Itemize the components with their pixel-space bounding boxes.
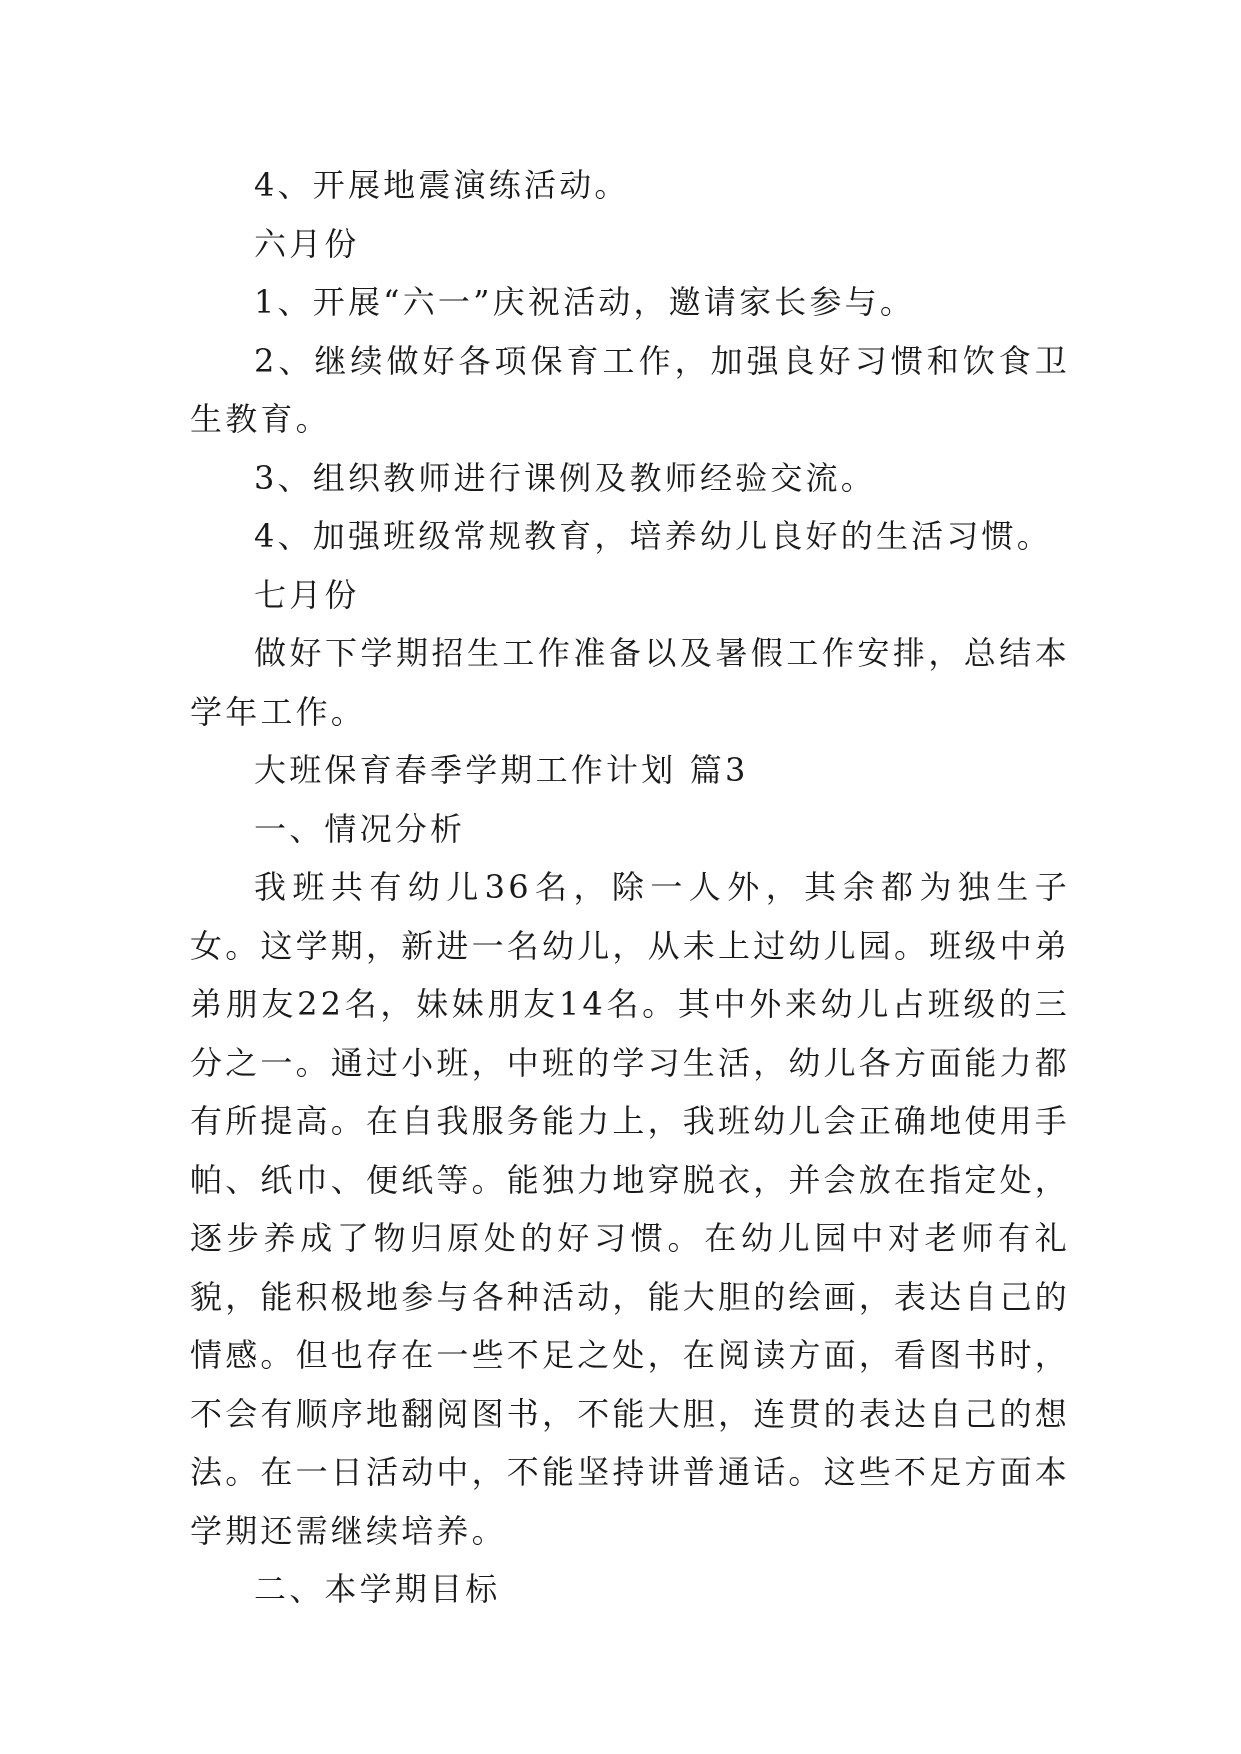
document-body	[190, 156, 1070, 1619]
section-heading-goals: 二、本学期目标	[254, 1570, 501, 1608]
paragraph-item: 4、加强班级常规教育，培养幼儿良好的生活习惯。	[254, 517, 1052, 555]
article-title: 大班保育春季学期工作计划 篇3	[254, 751, 749, 789]
paragraph-item: 1、开展“六一”庆祝活动，邀请家长参与。	[254, 283, 916, 321]
section-heading-july: 七月份	[254, 575, 360, 614]
analysis-paragraph: 我班共有幼儿36名，除一人外，其余都为独生子女。这学期，新进一名幼儿，从未上过幼儿园。班级中弟弟朋友22名，妹妹朋友14名。其中外来幼儿占班级的三分之一。通过小班，中班的学习生活，幼儿各方面能力都有所提高。在自我服务能力上，我班幼儿会正确地使用手帕、纸巾、便纸等。能独力地穿脱衣，并会放在指定处，逐步养成了物归原处的好习惯。在幼儿园中对老师有礼貌，能积极地参与各种活动，能大胆的绘画，表达自己的情感。但也存在一些不足之处，在阅读方面，看图书时，不会有顺序地翻阅图书，不能大胆，连贯的表达自己的想法。在一日活动中，不能坚持讲普通话。这些不足方面本学期还需继续培养。	[190, 868, 1071, 1550]
paragraph-item: 4、开展地震演练活动。	[254, 166, 630, 204]
section-heading-june: 六月份	[254, 224, 360, 263]
paragraph-item: 做好下学期招生工作准备以及暑假工作安排，总结本学年工作。	[190, 634, 1070, 731]
section-heading-analysis: 一、情况分析	[254, 809, 466, 848]
paragraph-item: 2、继续做好各项保育工作，加强良好习惯和饮食卫生教育。	[190, 341, 1070, 438]
paragraph-item: 3、组织教师进行课例及教师经验交流。	[254, 458, 876, 497]
